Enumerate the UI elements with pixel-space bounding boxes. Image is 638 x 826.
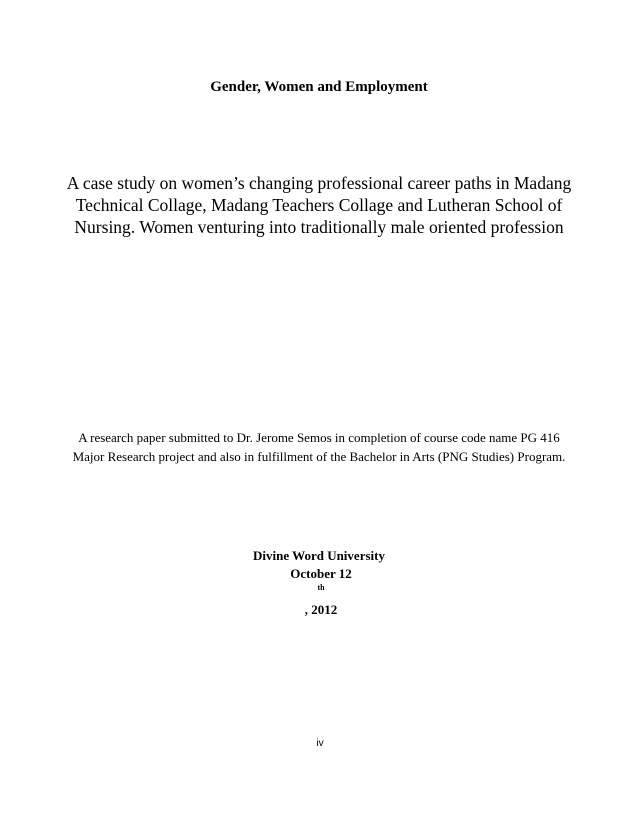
- submission-line: A research paper submitted to Dr. Jerome Semos in completion of course code name PG 416: [78, 430, 560, 445]
- subtitle-line: Nursing. Women venturing into traditionally male oriented profession: [74, 217, 564, 237]
- document-subtitle: [0, 172, 638, 238]
- institution-name: Divine Word University: [253, 548, 385, 563]
- submission-date: [2, 565, 638, 619]
- date-day-suffix: th: [317, 583, 325, 592]
- institution-block: [0, 547, 638, 619]
- submission-line: Major Research project and also in fulfillment of the Bachelor in Arts (PNG Studies) Program.: [72, 449, 566, 464]
- page-number-text: iv: [316, 738, 324, 749]
- submission-statement: [0, 428, 638, 466]
- subtitle-line: Technical Collage, Madang Teachers Collage and Lutheran School of: [75, 195, 563, 215]
- document-title: Gender, Women and Employment: [210, 79, 428, 95]
- page-number: [0, 738, 638, 750]
- date-month-day: October 12: [290, 566, 352, 581]
- subtitle-line: A case study on women’s changing professional career paths in Madang: [66, 173, 572, 193]
- date-year: , 2012: [304, 602, 338, 617]
